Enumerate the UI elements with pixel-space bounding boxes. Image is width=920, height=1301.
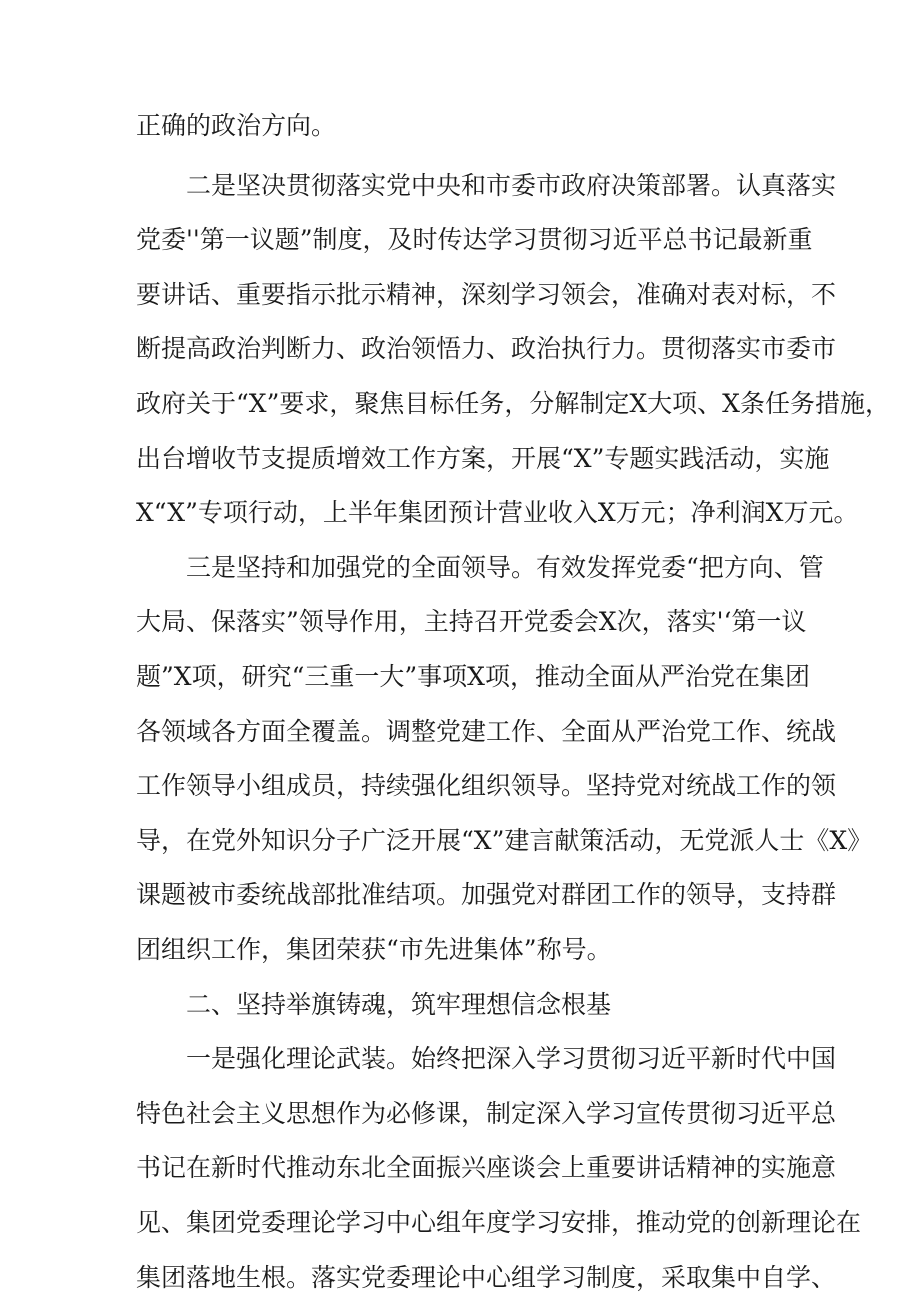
text-line: 出台增收节支提质增效工作方案，开展“X”专题实践活动，实施 [136, 444, 830, 473]
text-line: 政府关于“X”要求，聚焦目标任务，分解制定X大项、X条任务措施， [136, 389, 890, 418]
text-line: 正确的政治方向。 [136, 111, 337, 140]
text-line: 集团落地生根。落实党委理论中心组学习制度，采取集中自学、 [136, 1263, 837, 1292]
text-line: 导，在党外知识分子广泛开展“X”建言献策活动，无党派人士《X》 [136, 826, 873, 855]
text-line: 工作领导小组成员，持续强化组织领导。坚持党对统战工作的领 [136, 771, 837, 800]
text-line: 课题被市委统战部批准结项。加强党对群团工作的领导，支持群 [136, 880, 837, 909]
section-heading: 二、坚持举旗铸魂，筑牢理想信念根基 [186, 990, 612, 1019]
text-line: 各领域各方面全覆盖。调整党建工作、全面从严治党工作、统战 [136, 717, 837, 746]
text-line: 二是坚决贯彻落实党中央和市委市政府决策部署。认真落实 [186, 171, 837, 200]
text-line: 三是坚持和加强党的全面领导。有效发挥党委“把方向、管 [186, 553, 824, 582]
text-line: 党委''第一议题”制度，及时传达学习贯彻习近平总书记最新重 [136, 225, 813, 254]
text-line: X“X”专项行动，上半年集团预计营业收入X万元；净利润X万元。 [136, 498, 859, 527]
text-line: 大局、保落实”领导作用，主持召开党委会X次，落实'‘第一议 [136, 607, 807, 636]
text-line: 见、集团党委理论学习中心组年度学习安排，推动党的创新理论在 [136, 1208, 862, 1237]
text-line: 一是强化理论武装。始终把深入学习贯彻习近平新时代中国 [186, 1044, 837, 1073]
text-line: 团组织工作，集团荣获“市先进集体”称号。 [136, 935, 612, 964]
text-line: 书记在新时代推动东北全面振兴座谈会上重要讲话精神的实施意 [136, 1153, 837, 1182]
text-line: 要讲话、重要指示批示精神，深刻学习领会，准确对表对标，不 [136, 280, 837, 309]
text-line: 断提高政治判断力、政治领悟力、政治执行力。贯彻落实市委市 [136, 334, 837, 363]
text-line: 题”X项，研究“三重一大”事项X项，推动全面从严治党在集团 [136, 662, 810, 691]
text-line: 特色社会主义思想作为必修课，制定深入学习宣传贯彻习近平总 [136, 1099, 837, 1128]
